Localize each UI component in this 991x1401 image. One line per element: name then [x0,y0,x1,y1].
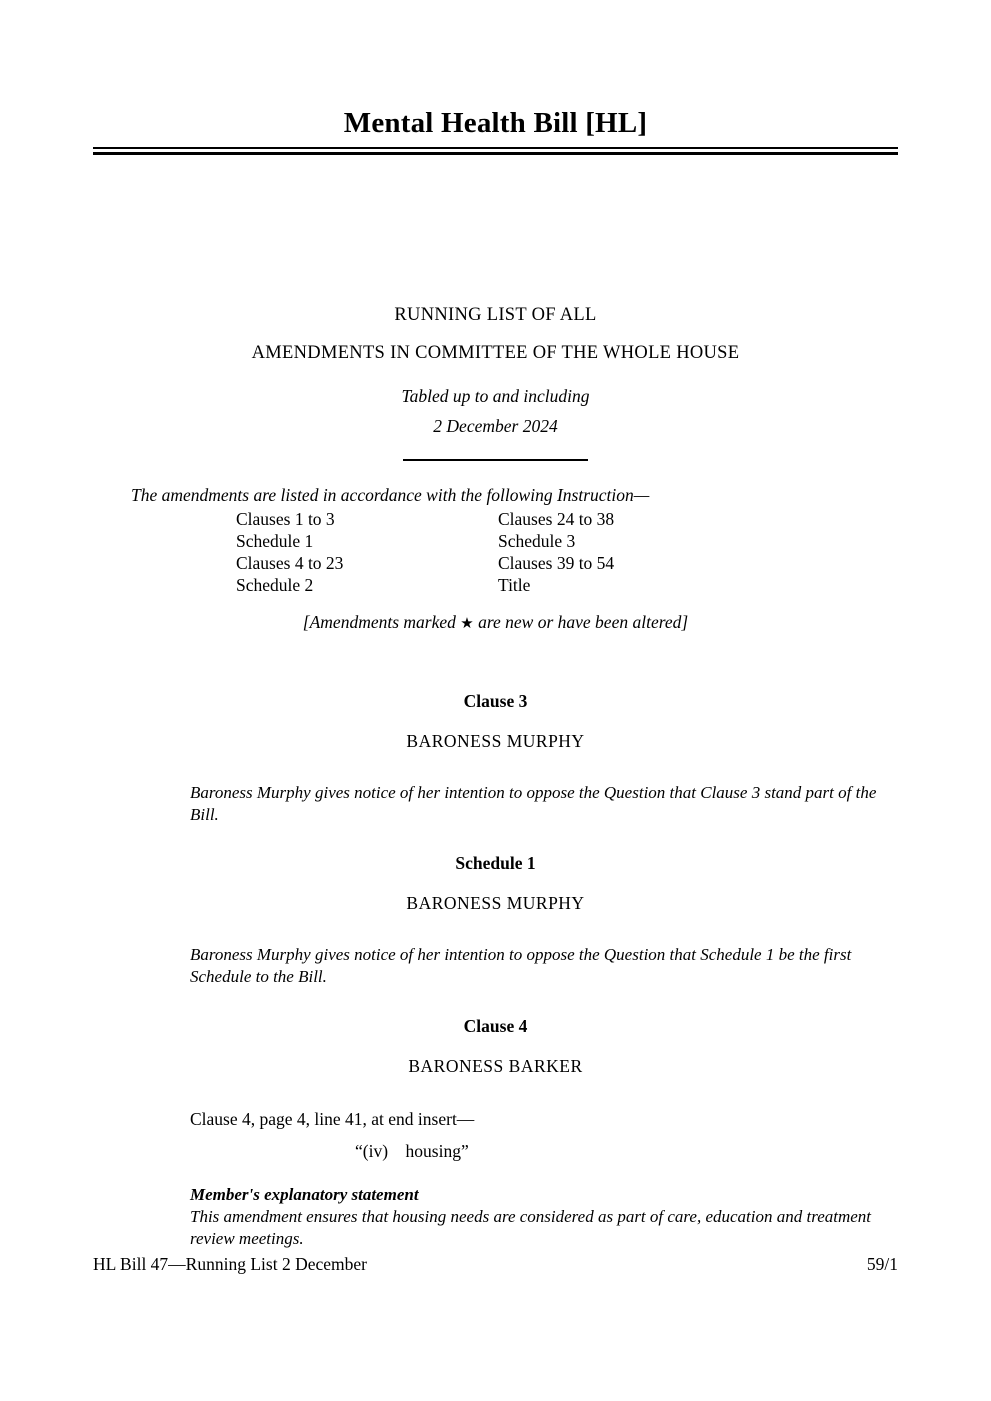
section-clause-3 [93,692,898,825]
instruction-column-1 [236,508,498,596]
instruction-columns [236,508,898,596]
explanatory-statement-heading: Member's explanatory statement [190,1185,419,1204]
page-footer [93,1255,898,1274]
amendment-instruction: Clause 4, page 4, line 41, at end insert— [190,1109,475,1129]
section-heading: Schedule 1 [455,853,536,873]
instruction-item: Clauses 4 to 23 [236,553,344,573]
title-rule [93,147,898,155]
marked-note-post: are new or have been altered] [473,612,689,632]
footer-page-reference: 59/1 [866,1254,898,1274]
instruction-intro: The amendments are listed in accordance with the following Instruction— [131,485,650,505]
section-clause-4 [93,1017,898,1249]
instruction-item: Title [498,575,531,595]
section-divider [403,459,588,461]
explanatory-statement-text: This amendment ensures that housing needs are considered as part of care, education and treatment review meetings. [190,1207,872,1248]
instruction-item: Clauses 24 to 38 [498,509,615,529]
instruction-item: Schedule 2 [236,575,314,595]
member-name: BARONESS MURPHY [406,731,585,751]
amendment-inserted-text: “(iv) housing” [355,1141,469,1161]
footer-bill-reference: HL Bill 47—Running List 2 December [93,1254,367,1274]
opposition-notice: Baroness Murphy gives notice of her intention to oppose the Question that Schedule 1 be the first Schedule to the Bill. [190,945,852,986]
amendments-marked-note [93,612,898,634]
tabled-date: 2 December 2024 [433,416,558,436]
instruction-item: Schedule 3 [498,531,576,551]
member-name: BARONESS BARKER [408,1056,583,1076]
instruction-item: Clauses 39 to 54 [498,553,615,573]
committee-heading: AMENDMENTS IN COMMITTEE OF THE WHOLE HOUSE [251,343,740,363]
section-schedule-1 [93,854,898,987]
bill-title: Mental Health Bill [HL] [343,107,648,139]
section-heading: Clause 4 [463,1016,528,1036]
instruction-item: Schedule 1 [236,531,314,551]
star-icon: ★ [460,616,474,632]
section-heading: Clause 3 [463,691,528,711]
running-list-heading: RUNNING LIST OF ALL [394,305,597,325]
instruction-item: Clauses 1 to 3 [236,509,335,529]
tabled-up-to-line: Tabled up to and including [401,386,590,406]
instruction-column-2 [498,508,614,596]
member-name: BARONESS MURPHY [406,893,585,913]
marked-note-pre: [Amendments marked [302,612,461,632]
opposition-notice: Baroness Murphy gives notice of her intention to oppose the Question that Clause 3 stand part of the Bill. [190,783,877,824]
